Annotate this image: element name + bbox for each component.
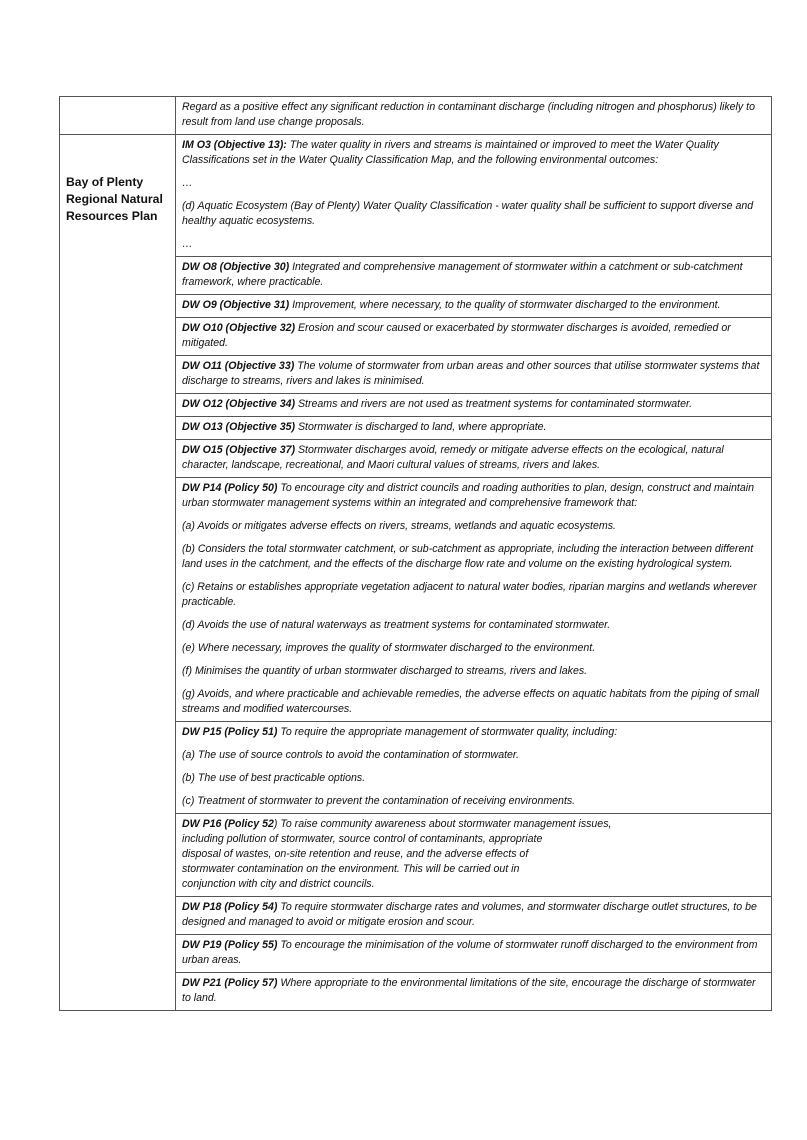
section-paragraph <box>182 138 765 168</box>
left-cell-empty <box>60 97 176 135</box>
section-paragraph <box>182 877 765 892</box>
provision-text: stormwater contamination on the environment. This will be carried out in <box>182 863 520 875</box>
left-cell-plan <box>60 135 176 1011</box>
section-paragraph <box>182 817 765 832</box>
section-paragraph <box>182 443 765 473</box>
section-paragraph <box>182 519 765 534</box>
provision-text: (c) Retains or establishes appropriate vegetation adjacent to natural water bodies, riparian margins and wetlands wherever practicable. <box>182 581 757 608</box>
section-cell-p14 <box>176 478 772 722</box>
section-cell-o8 <box>176 257 772 295</box>
table-row-io3 <box>60 135 772 257</box>
provision-text: (a) Avoids or mitigates adverse effects on rivers, streams, wetlands and aquatic ecosystems. <box>182 520 616 532</box>
provision-text: (g) Avoids, and where practicable and achievable remedies, the adverse effects on aquatic habitats from the piping of small streams and modified watercourses. <box>182 688 760 715</box>
section-cell-o11 <box>176 356 772 394</box>
provision-reference: DW P16 (Policy 52 <box>182 818 274 830</box>
intro-text: Regard as a positive effect any significant reduction in contaminant discharge (including nitrogen and phosphorus) likely to result from land use change proposals. <box>182 101 755 128</box>
provision-text: To require stormwater discharge rates and volumes, and stormwater discharge outlet structures, to be designed and managed to avoid or mitigate erosion and scour. <box>182 901 757 928</box>
table-row-intro <box>60 97 772 135</box>
provision-reference: DW O11 (Objective 33) <box>182 360 295 372</box>
provision-text: The water quality in rivers and streams is maintained or improved to meet the Water Quality Classifications set in the Water Quality Classification Map, and the following environmental outcomes: <box>182 139 719 166</box>
provision-text: disposal of wastes, on-site retention and reuse, and the adverse effects of <box>182 848 529 860</box>
section-paragraph <box>182 298 765 313</box>
provision-reference: IM O3 (Objective 13): <box>182 139 287 151</box>
provision-text: To encourage the minimisation of the volume of stormwater runoff discharged to the environment from urban areas. <box>182 939 758 966</box>
provision-text: (d) Avoids the use of natural waterways as treatment systems for contaminated stormwater. <box>182 619 611 631</box>
section-paragraph <box>182 321 765 351</box>
provision-text: ) To raise community awareness about stormwater management issues, <box>273 818 612 830</box>
provision-text: (c) Treatment of stormwater to prevent the contamination of receiving environments. <box>182 795 576 807</box>
section-paragraph <box>182 794 765 809</box>
section-paragraph <box>182 359 765 389</box>
provision-text: The volume of stormwater from urban areas and other sources that utilise stormwater systems that discharge to streams, rivers and lakes is minimised. <box>182 360 760 387</box>
provision-text: Integrated and comprehensive management of stormwater within a catchment or sub-catchment framework, where practicable. <box>182 261 743 288</box>
section-paragraph <box>182 199 765 229</box>
provision-reference: DW P15 (Policy 51) <box>182 726 278 738</box>
provision-text: … <box>182 238 193 250</box>
provision-text: Improvement, where necessary, to the quality of stormwater discharged to the environment. <box>289 299 721 311</box>
provision-reference: DW O15 (Objective 37) <box>182 444 296 456</box>
provision-text: Stormwater is discharged to land, where appropriate. <box>295 421 547 433</box>
provision-reference: DW O13 (Objective 35) <box>182 421 296 433</box>
section-paragraph <box>182 687 765 717</box>
section-cell-o13 <box>176 417 772 440</box>
section-paragraph <box>182 664 765 679</box>
provision-text: (b) Considers the total stormwater catchment, or sub-catchment as appropriate, including the interaction between different land uses in the catchment, and the effects of the discharge flow rate and volume on the existing hydrological system. <box>182 543 754 570</box>
section-cell-p15 <box>176 722 772 814</box>
provision-text: Streams and rivers are not used as treatment systems for contaminated stormwater. <box>295 398 693 410</box>
provision-reference: DW O8 (Objective 30) <box>182 261 290 273</box>
section-paragraph <box>182 481 765 511</box>
provision-reference: DW P19 (Policy 55) <box>182 939 278 951</box>
provision-text: including pollution of stormwater, source control of contaminants, appropriate <box>182 833 543 845</box>
section-paragraph <box>182 542 765 572</box>
provision-text: Stormwater discharges avoid, remedy or mitigate adverse effects on the ecological, natural character, landscape, recreational, and Maori cultural values of streams, rivers and lakes. <box>182 444 724 471</box>
section-paragraph <box>182 847 765 862</box>
provision-reference: DW P14 (Policy 50) <box>182 482 278 494</box>
provision-text: Erosion and scour caused or exacerbated by stormwater discharges is avoided, remedied or mitigated. <box>182 322 731 349</box>
section-cell-o10 <box>176 318 772 356</box>
section-paragraph <box>182 420 765 435</box>
section-paragraph <box>182 397 765 412</box>
provision-reference: DW O10 (Objective 32) <box>182 322 296 334</box>
provision-reference: DW P21 (Policy 57) <box>182 977 278 989</box>
provision-text: conjunction with city and district councils. <box>182 878 375 890</box>
provision-reference: DW O9 (Objective 31) <box>182 299 290 311</box>
section-paragraph <box>182 725 765 740</box>
section-paragraph <box>182 580 765 610</box>
section-paragraph <box>182 176 765 191</box>
section-cell-io3 <box>176 135 772 257</box>
section-cell-p19 <box>176 935 772 973</box>
provision-text: (e) Where necessary, improves the quality of stormwater discharged to the environment. <box>182 642 596 654</box>
provision-reference: DW P18 (Policy 54) <box>182 901 278 913</box>
section-cell-o12 <box>176 394 772 417</box>
provision-text: (b) The use of best practicable options. <box>182 772 366 784</box>
provision-text: To require the appropriate management of stormwater quality, including: <box>277 726 618 738</box>
section-paragraph <box>182 900 765 930</box>
section-paragraph <box>182 976 765 1006</box>
policy-table <box>59 96 772 1011</box>
provision-text: (d) Aquatic Ecosystem (Bay of Plenty) Water Quality Classification - water quality shall be sufficient to support diverse and healthy aquatic ecosystems. <box>182 200 754 227</box>
section-paragraph <box>182 832 765 847</box>
provision-text: (a) The use of source controls to avoid the contamination of stormwater. <box>182 749 520 761</box>
section-cell-p16 <box>176 814 772 897</box>
plan-name: Bay of Plenty Regional Natural Resources Plan <box>66 175 163 223</box>
provision-text: … <box>182 177 193 189</box>
provision-reference: DW O12 (Objective 34) <box>182 398 296 410</box>
section-paragraph <box>182 938 765 968</box>
section-paragraph <box>182 771 765 786</box>
section-cell-p21 <box>176 973 772 1011</box>
section-paragraph <box>182 260 765 290</box>
section-cell-o15 <box>176 440 772 478</box>
provision-text: To encourage city and district councils and roading authorities to plan, design, construct and maintain urban stormwater management systems within an integrated and comprehensive framework that: <box>182 482 754 509</box>
section-paragraph <box>182 641 765 656</box>
provision-text: Where appropriate to the environmental limitations of the site, encourage the discharge of stormwater to land. <box>182 977 756 1004</box>
section-paragraph <box>182 618 765 633</box>
section-cell-o9 <box>176 295 772 318</box>
section-paragraph <box>182 862 765 877</box>
section-paragraph <box>182 748 765 763</box>
right-cell-intro <box>176 97 772 135</box>
section-paragraph <box>182 237 765 252</box>
provision-text: (f) Minimises the quantity of urban stormwater discharged to streams, rivers and lakes. <box>182 665 588 677</box>
section-cell-p18 <box>176 897 772 935</box>
